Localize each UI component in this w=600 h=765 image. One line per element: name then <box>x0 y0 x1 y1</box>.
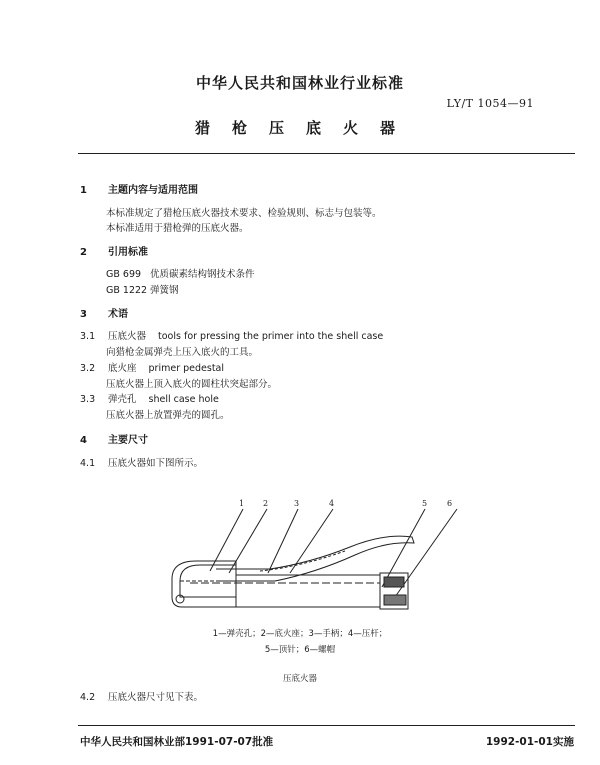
reference-gb1222: GB 1222 弹簧钢 <box>106 285 179 296</box>
handle-lever <box>216 536 414 581</box>
fig-label-1: 1 <box>239 499 245 508</box>
section-4-heading: 4 主要尺寸 <box>80 435 148 446</box>
section-1-paragraph-1: 本标准规定了猎枪压底火器技术要求、检验规则、标志与包装等。 <box>106 208 382 219</box>
clause-4-1: 4.1 压底火器如下图所示。 <box>80 458 204 469</box>
primer-press-figure <box>150 495 453 620</box>
leader-line-1 <box>210 509 243 571</box>
header-rule <box>78 153 575 154</box>
section-1-heading: 1 主题内容与适用范围 <box>80 185 198 196</box>
term-3-2-definition: 压底火器上顶入底火的圆柱状突起部分。 <box>106 379 278 390</box>
term-3-3: 3.3 弹壳孔 shell case hole <box>80 394 219 405</box>
figure-legend-line-1: 1—弹壳孔；2—底火座；3—手柄；4—压杆； <box>212 629 388 639</box>
fig-label-4: 4 <box>329 499 335 508</box>
fig-label-3: 3 <box>294 499 300 508</box>
ejector-pin <box>384 577 404 587</box>
figure-legend-line-2: 5—顶针；6—螺帽 <box>264 645 336 655</box>
footer-rule <box>78 725 575 726</box>
nut-cap <box>384 595 406 605</box>
term-3-1: 3.1 压底火器 tools for pressing the primer into the shell case <box>80 331 384 342</box>
section-2-heading: 2 引用标准 <box>80 247 148 258</box>
reference-gb699: GB 699 优质碳素结构钢技术条件 <box>106 269 255 280</box>
leader-line-3 <box>268 509 298 573</box>
leader-line-4 <box>290 509 333 573</box>
figure-caption: 压底火器 <box>282 674 317 684</box>
standard-code: LY/T 1054—91 <box>446 97 534 110</box>
clause-4-2: 4.2 压底火器尺寸见下表。 <box>80 692 204 703</box>
fig-label-2: 2 <box>263 499 269 508</box>
leader-line-2 <box>229 509 267 573</box>
leader-line-5 <box>382 509 425 587</box>
tool-jaw-body <box>172 561 236 607</box>
approval-date: 中华人民共和国林业部1991-07-07批准 <box>80 736 274 748</box>
section-1-paragraph-2: 本标准适用于猎枪弹的压底火器。 <box>106 223 249 234</box>
fig-label-5: 5 <box>422 499 428 508</box>
tool-main-body <box>236 575 380 607</box>
implementation-date: 1992-01-01实施 <box>485 736 574 748</box>
document-title: 猎枪压底火器 <box>194 119 417 137</box>
section-3-heading: 3 术语 <box>80 309 128 320</box>
org-title: 中华人民共和国林业行业标准 <box>195 74 404 92</box>
fig-label-6: 6 <box>447 499 453 508</box>
term-3-1-definition: 向猎枪金属弹壳上压入底火的工具。 <box>106 347 259 358</box>
term-3-3-definition: 压底火器上放置弹壳的圆孔。 <box>106 410 230 421</box>
term-3-2: 3.2 底火座 primer pedestal <box>80 363 225 374</box>
